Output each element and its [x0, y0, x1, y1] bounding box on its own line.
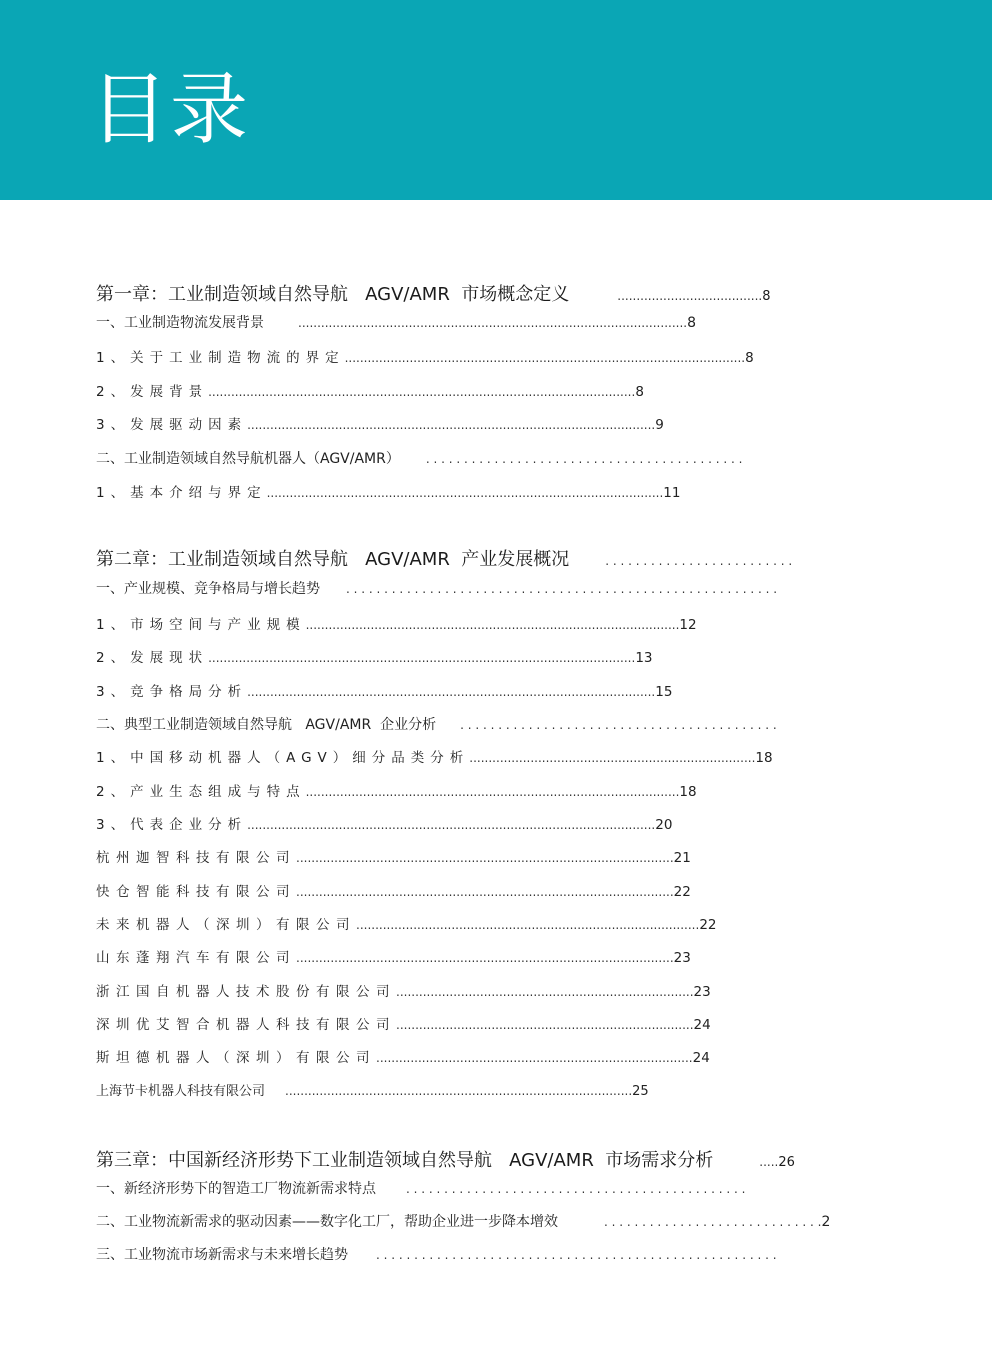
- toc-leader: ..............................................................................: [396, 1018, 694, 1032]
- toc-leader: ...........................................................................................: [285, 1084, 633, 1098]
- toc-label: 第一章：工业制造领域自然导航 AGV/AMR 市场概念定义: [96, 284, 570, 305]
- toc-leader: . . . . . . . . . . . . . . . . . . . . . . . . . . . . . . . . . . . . . . . . . .: [460, 718, 777, 732]
- toc-page: 24: [693, 1017, 711, 1033]
- toc-label: 二、工业制造领域自然导航机器人（AGV/AMR）: [96, 451, 400, 467]
- toc-leader: ..................................................................................................: [305, 785, 680, 799]
- toc-label: 一、新经济形势下的智造工厂物流新需求特点: [96, 1181, 376, 1197]
- toc-section[interactable]: [96, 312, 992, 332]
- toc-company[interactable]: [96, 980, 992, 1000]
- toc-section[interactable]: [96, 578, 992, 598]
- toc-label: 浙江国自机器人技术股份有限公司: [96, 984, 396, 1000]
- toc-page: 18: [755, 750, 773, 766]
- toc-leader: . . . . . . . . . . . . . . . . . . . . . . . . . . . . . . . . . . . . . . . . . . . . . . . . . . . . . . . . .: [346, 582, 778, 596]
- toc-item[interactable]: [96, 813, 992, 833]
- toc-leader: ................................................................................................................: [208, 385, 636, 399]
- toc-label: 二、典型工业制造领域自然导航 AGV/AMR 企业分析: [96, 717, 437, 733]
- toc-page: 18: [679, 784, 697, 800]
- toc-label: 二、工业物流新需求的驱动因素——数字化工厂，帮助企业进一步降本增效: [96, 1214, 558, 1230]
- page-title: 目录: [90, 65, 251, 155]
- toc-label: 1、市场空间与产业规模: [96, 617, 306, 633]
- toc-item[interactable]: [96, 380, 992, 400]
- toc-page: 23: [673, 950, 691, 966]
- toc-leader: ...........................................................................................................: [247, 685, 656, 699]
- toc-leader: ...................................................................................................: [296, 951, 674, 965]
- toc-leader: ...................................................................................................: [296, 885, 674, 899]
- toc-section[interactable]: [96, 1244, 992, 1264]
- toc-page: 8: [687, 315, 696, 331]
- toc-item[interactable]: [96, 481, 992, 501]
- toc-page: 21: [673, 850, 691, 866]
- toc-page: 11: [663, 485, 681, 501]
- toc-leader: ...........................................................................................................: [247, 818, 656, 832]
- toc-label: 一、工业制造物流发展背景: [96, 315, 264, 331]
- toc-item[interactable]: [96, 613, 992, 633]
- toc-label: 3、竞争格局分析: [96, 684, 248, 700]
- toc-leader: ........................................................................................................: [266, 486, 664, 500]
- toc-leader: ...........................................................................: [469, 751, 756, 765]
- toc-leader: .....: [759, 1155, 779, 1169]
- toc-label: 未来机器人（深圳）有限公司: [96, 917, 356, 933]
- toc-leader: ......................................: [617, 289, 763, 303]
- toc-leader: ................................................................................................................: [208, 651, 636, 665]
- toc-page: 24: [692, 1050, 710, 1066]
- toc-page: 23: [693, 984, 711, 1000]
- toc-page: 12: [679, 617, 697, 633]
- toc-label: 1、关于工业制造物流的界定: [96, 350, 345, 366]
- toc-label: 一、产业规模、竞争格局与增长趋势: [96, 581, 320, 597]
- toc-section[interactable]: [96, 1211, 992, 1231]
- toc-label: 2、产业生态组成与特点: [96, 784, 306, 800]
- toc-item[interactable]: [96, 680, 992, 700]
- toc-leader: . . . . . . . . . . . . . . . . . . . . . . . . .: [605, 554, 793, 568]
- toc-company[interactable]: [96, 1013, 992, 1033]
- toc-leader: ...................................................................................: [376, 1051, 693, 1065]
- toc-leader: ..............................................................................: [396, 985, 694, 999]
- toc-label: 3、代表企业分析: [96, 817, 248, 833]
- toc-label: 第二章：工业制造领域自然导航 AGV/AMR 产业发展概况: [96, 549, 570, 570]
- toc-leader: .........................................................................................................: [344, 351, 746, 365]
- toc-label: 2、发展现状: [96, 650, 209, 666]
- toc-label: 上海节卡机器人科技有限公司: [96, 1084, 266, 1099]
- toc-item[interactable]: [96, 646, 992, 666]
- toc-leader: ..................................................................................................: [305, 618, 680, 632]
- toc-label: 2、发展背景: [96, 384, 209, 400]
- toc-label: 三、工业物流市场新需求与未来增长趋势: [96, 1247, 348, 1263]
- toc-leader: ......................................................................................................: [298, 316, 688, 330]
- toc-company[interactable]: [96, 1080, 992, 1099]
- toc-label: 1、中国移动机器人（AGV）细分品类分析: [96, 750, 470, 766]
- toc-page: 13: [635, 650, 653, 666]
- toc-item[interactable]: [96, 346, 992, 366]
- toc-label: 杭州迦智科技有限公司: [96, 850, 296, 866]
- toc-label: 3、发展驱动因素: [96, 417, 248, 433]
- toc-leader: . . . . . . . . . . . . . . . . . . . . . . . . . . . . . . . . . . . . . . . . . .: [425, 452, 743, 466]
- toc-item[interactable]: [96, 413, 992, 433]
- toc-label: 快仓智能科技有限公司: [96, 884, 296, 900]
- toc-page: 26: [778, 1155, 795, 1170]
- toc-page: 25: [632, 1084, 649, 1099]
- toc-company[interactable]: [96, 946, 992, 966]
- toc-page: 8: [635, 384, 644, 400]
- toc-item[interactable]: [96, 780, 992, 800]
- toc-leader: ...........................................................................................................: [247, 418, 656, 432]
- toc-section[interactable]: [96, 714, 992, 734]
- toc-label: 斯坦德机器人（深圳）有限公司: [96, 1050, 376, 1066]
- toc-leader: ...................................................................................................: [296, 851, 674, 865]
- toc-page: 8: [745, 350, 754, 366]
- toc-company[interactable]: [96, 913, 992, 933]
- toc-page: 9: [655, 417, 664, 433]
- toc-label: 第三章：中国新经济形势下工业制造领域自然导航 AGV/AMR 市场需求分析: [96, 1150, 714, 1171]
- toc-page: 15: [655, 684, 673, 700]
- toc-label: 1、基本介绍与界定: [96, 485, 267, 501]
- toc-section[interactable]: [96, 448, 992, 468]
- toc-leader: ..........................................................................................: [356, 918, 700, 932]
- toc-leader: . . . . . . . . . . . . . . . . . . . . . . . . . . . . . . . . . . . . . . . . . . . . . . . . . . . . .: [376, 1248, 777, 1262]
- toc-company[interactable]: [96, 880, 992, 900]
- toc-page: 8: [762, 289, 771, 304]
- toc-chapter-3[interactable]: [96, 1146, 992, 1172]
- toc-company[interactable]: [96, 846, 992, 866]
- toc-page: 2: [821, 1214, 831, 1230]
- toc-label: 山东蓬翔汽车有限公司: [96, 950, 296, 966]
- toc-label: 深圳优艾智合机器人科技有限公司: [96, 1017, 396, 1033]
- toc-page: 22: [699, 917, 717, 933]
- toc-company[interactable]: [96, 1046, 992, 1066]
- toc-page: 20: [655, 817, 673, 833]
- toc-leader: . . . . . . . . . . . . . . . . . . . . . . . . . . . . .: [604, 1215, 822, 1229]
- toc-chapter-2[interactable]: [96, 545, 992, 571]
- toc-leader: . . . . . . . . . . . . . . . . . . . . . . . . . . . . . . . . . . . . . . . . . . . . .: [406, 1182, 746, 1196]
- toc-section[interactable]: [96, 1178, 992, 1198]
- toc-chapter-1[interactable]: [96, 280, 992, 306]
- toc-page: 22: [673, 884, 691, 900]
- toc-item[interactable]: [96, 746, 992, 766]
